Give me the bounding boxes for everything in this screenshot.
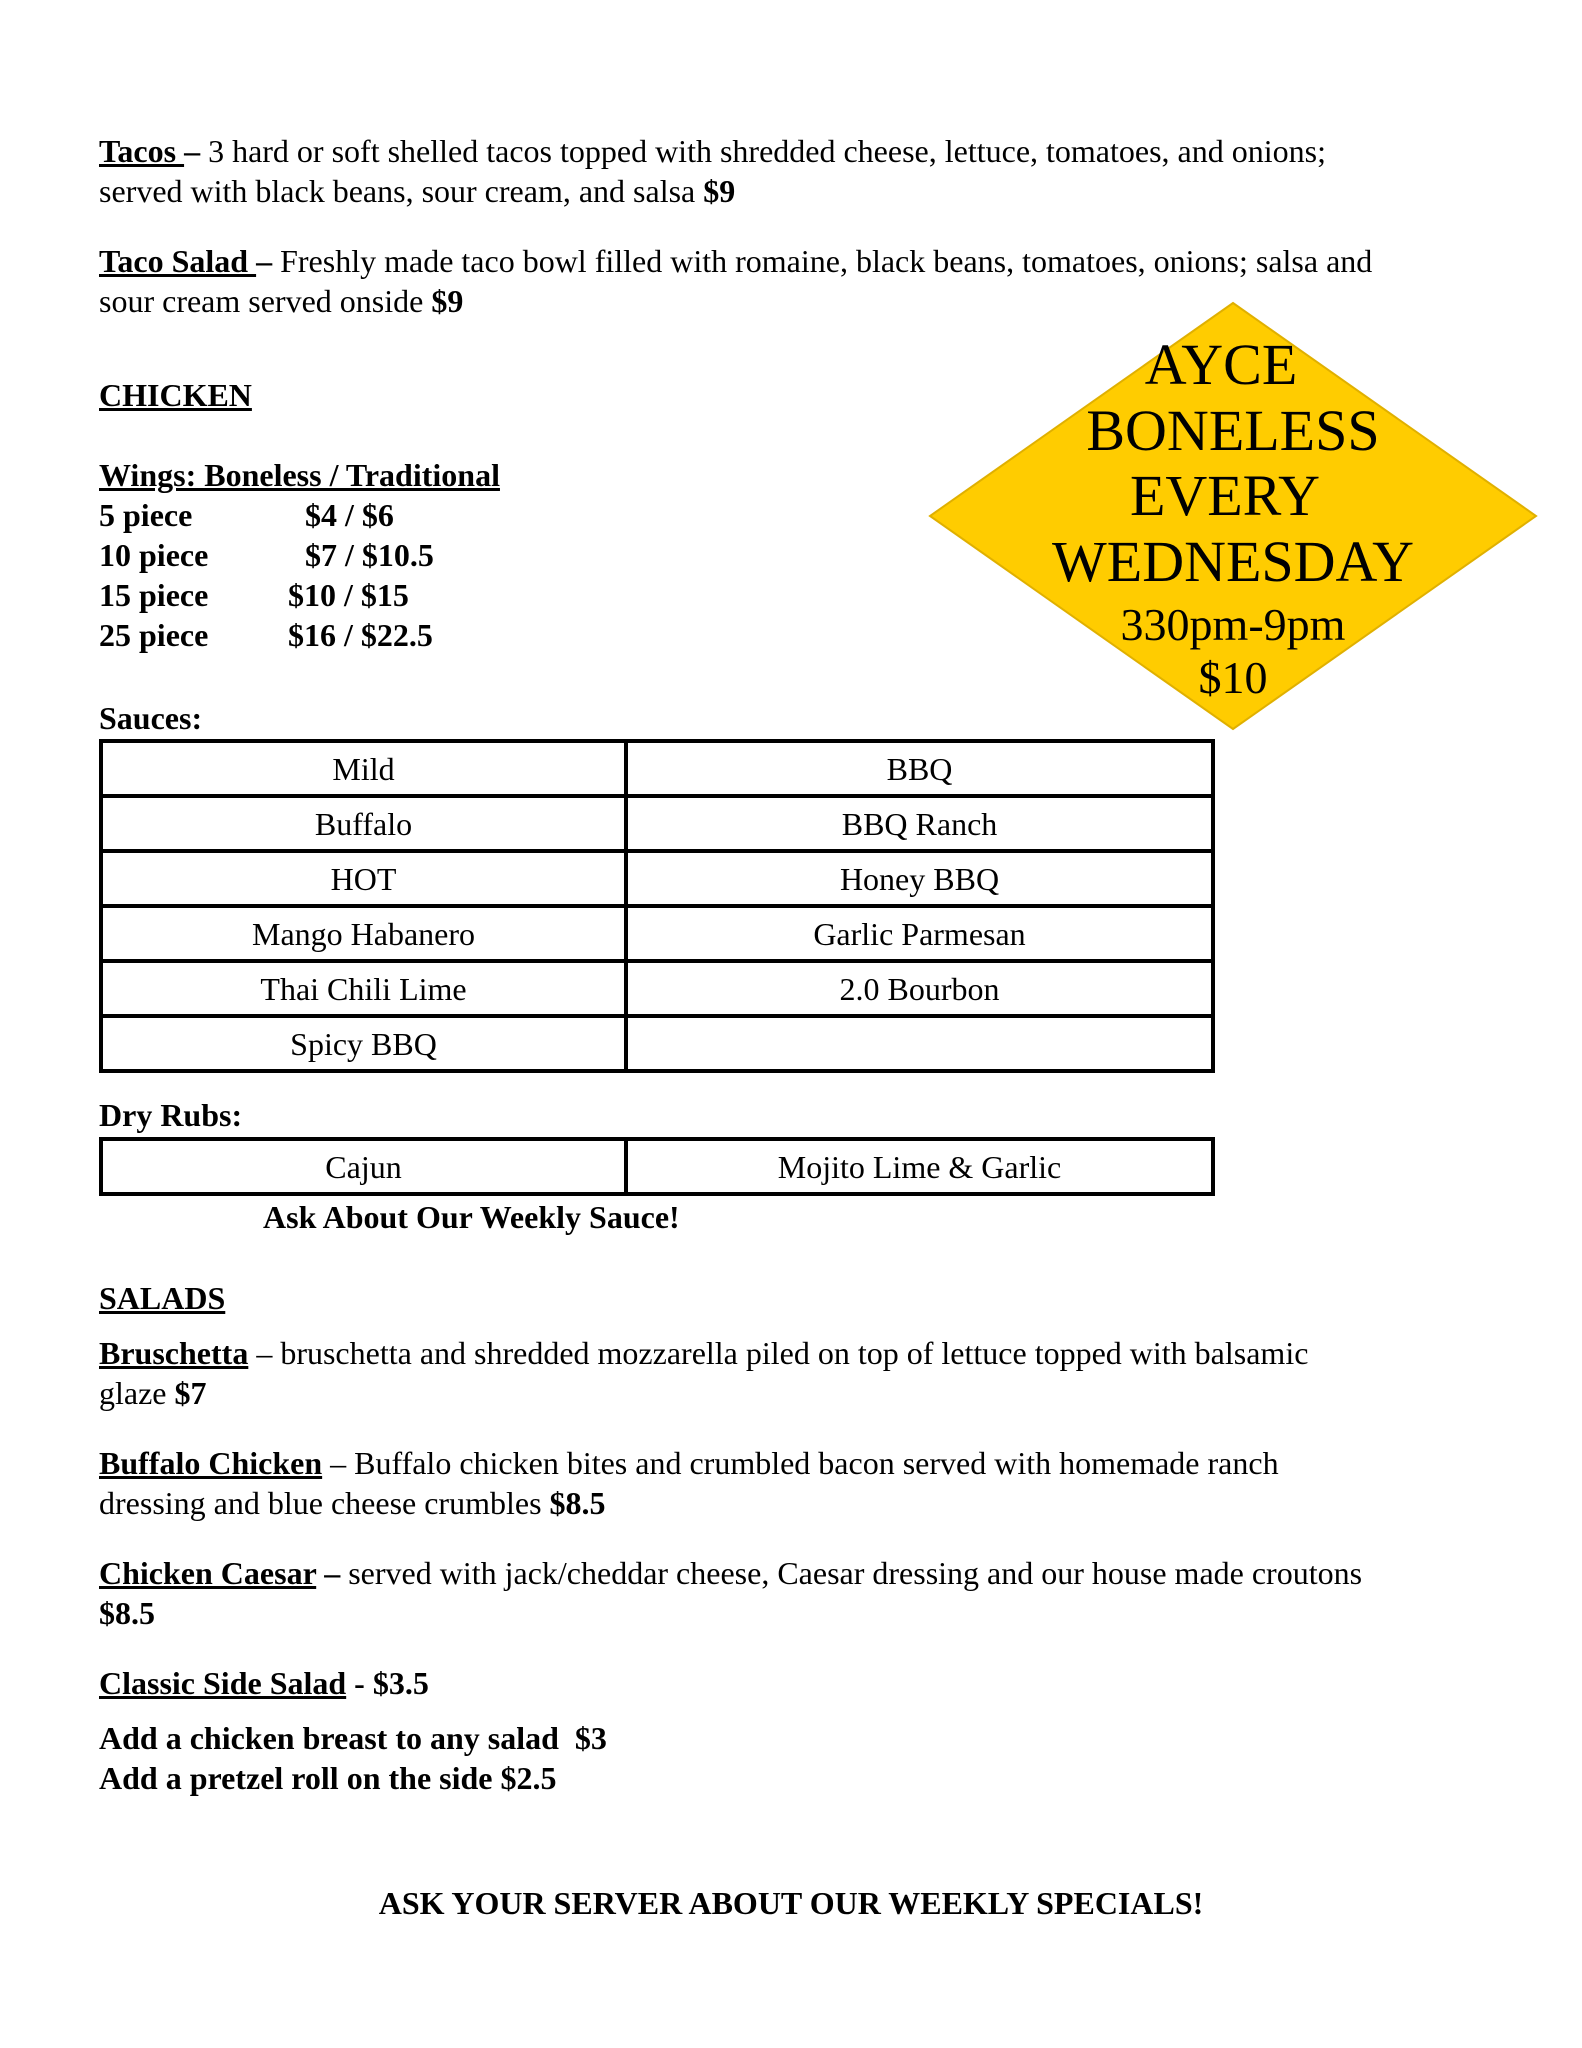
bruschetta-desc-line1: – bruschetta and shredded mozzarella piled on top of lettuce topped with balsamic [248,1335,1309,1371]
buffalo-chicken-price: $8.5 [549,1485,606,1521]
wings-row [99,535,434,575]
wings-piece-price: $7 / $10.5 [305,537,434,573]
table-row [101,961,1213,1016]
tacos-name: Tacos [99,133,185,169]
promo-line-price: $10 [1198,652,1268,703]
tacos-item [99,131,1499,211]
sauce-cell: Honey BBQ [626,851,1213,906]
sauce-cell: HOT [101,851,626,906]
wings-piece-label: 10 piece [99,537,209,573]
tacos-desc-line2: served with black beans, sour cream, and salsa [99,173,704,209]
chicken-heading: CHICKEN [99,377,252,413]
sauce-cell: BBQ [626,741,1213,796]
sauce-cell [626,1016,1213,1071]
classic-side-salad-price: - $3.5 [346,1665,429,1701]
tacos-price: $9 [703,173,736,209]
sauce-cell: Spicy BBQ [101,1016,626,1071]
promo-line-wednesday: WEDNESDAY [1052,529,1414,594]
bruschetta-desc-line2: glaze [99,1375,175,1411]
wings-piece-price: $4 / $6 [305,497,394,533]
dry-rubs-table [99,1137,1215,1196]
taco-salad-price: $9 [431,283,464,319]
taco-salad-desc-line2: sour cream served onside [99,283,432,319]
wings-row [99,615,433,655]
salads-heading: SALADS [99,1280,226,1316]
bruschetta-name: Bruschetta [99,1335,249,1371]
promo-line-every: EVERY [1129,463,1321,528]
wings-row [99,495,394,535]
weekly-specials-footer: ASK YOUR SERVER ABOUT OUR WEEKLY SPECIALS! [378,1885,1204,1921]
buffalo-chicken-item [99,1443,1499,1523]
sauce-cell: BBQ Ranch [626,796,1213,851]
wings-heading: Wings: Boneless / Traditional [99,457,500,493]
rub-cell: Cajun [101,1139,626,1194]
promo-line-hours: 330pm-9pm [1120,599,1346,650]
rub-cell: Mojito Lime & Garlic [626,1139,1213,1194]
buffalo-chicken-desc-line2: dressing and blue cheese crumbles [99,1485,550,1521]
dry-rubs-label: Dry Rubs: [99,1097,243,1133]
sauce-cell: Buffalo [101,796,626,851]
sauce-cell: 2.0 Bourbon [626,961,1213,1016]
tacos-dash: – [184,133,201,169]
chicken-caesar-dash: – [316,1555,341,1591]
classic-side-salad-name: Classic Side Salad [99,1665,347,1701]
sauces-label: Sauces: [99,700,203,736]
tacos-desc-line1: 3 hard or soft shelled tacos topped with shredded cheese, lettuce, tomatoes, and onions; [200,133,1326,169]
buffalo-chicken-name: Buffalo Chicken [99,1445,323,1481]
chicken-caesar-item [99,1553,1499,1633]
table-row [101,851,1213,906]
taco-salad-dash: – [256,243,273,279]
wings-piece-label: 25 piece [99,617,209,653]
table-row [101,906,1213,961]
chicken-caesar-price: $8.5 [99,1595,155,1631]
wings-row [99,575,409,615]
promo-line-boneless: BONELESS [1086,398,1380,463]
table-row [101,1139,1213,1194]
weekly-sauce-note: Ask About Our Weekly Sauce! [263,1199,680,1235]
wings-piece-price: $10 / $15 [288,577,409,613]
table-row [101,741,1213,796]
wings-piece-price: $16 / $22.5 [288,617,433,653]
sauce-cell: Mango Habanero [101,906,626,961]
table-row [101,796,1213,851]
promo-line-ayce: AYCE [1144,332,1298,397]
sauce-cell: Thai Chili Lime [101,961,626,1016]
chicken-caesar-desc-line1: served with jack/cheddar cheese, Caesar dressing and our house made croutons [340,1555,1363,1591]
bruschetta-price: $7 [174,1375,207,1411]
taco-salad-desc-line1: Freshly made taco bowl filled with romaine, black beans, tomatoes, onions; salsa and [272,243,1373,279]
ayce-promo-diamond [928,301,1538,731]
bruschetta-item [99,1333,1499,1413]
sauce-cell: Mild [101,741,626,796]
sauces-table [99,739,1215,1073]
table-row [101,1016,1213,1071]
buffalo-chicken-desc-line1: – Buffalo chicken bites and crumbled bacon served with homemade ranch [322,1445,1279,1481]
wings-piece-label: 15 piece [99,577,209,613]
classic-side-salad-item [99,1663,429,1703]
wings-piece-label: 5 piece [99,497,193,533]
addon-pretzel-roll: Add a pretzel roll on the side $2.5 [99,1760,557,1796]
sauce-cell: Garlic Parmesan [626,906,1213,961]
chicken-caesar-name: Chicken Caesar [99,1555,317,1591]
taco-salad-name: Taco Salad [99,243,257,279]
addon-chicken-breast: Add a chicken breast to any salad $3 [99,1720,607,1756]
